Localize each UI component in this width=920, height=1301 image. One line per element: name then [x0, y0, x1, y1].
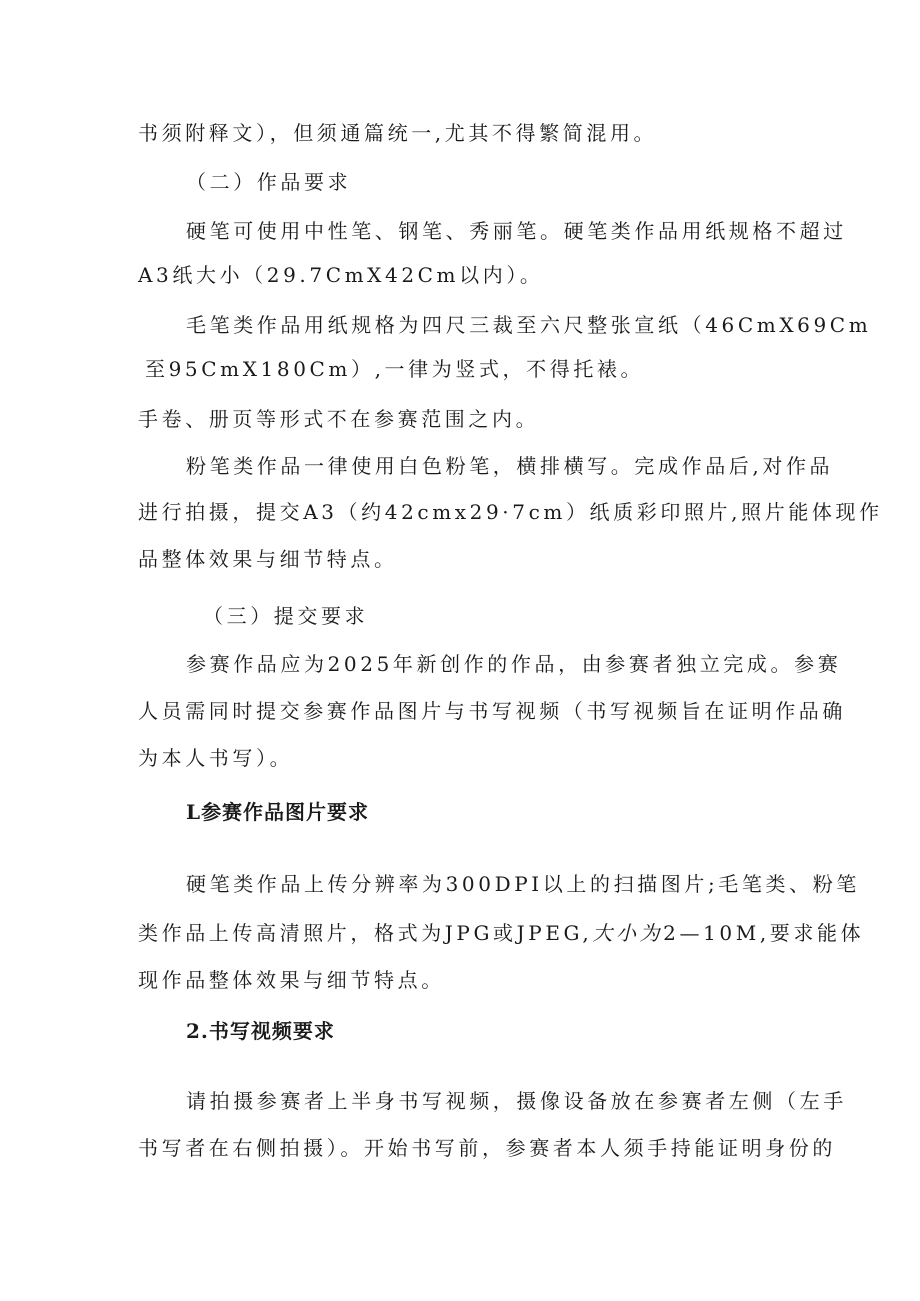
- paragraph-line: 请拍摄参赛者上半身书写视频，摄像设备放在参赛者左侧（左手: [186, 1089, 847, 1113]
- paragraph-line: 品整体效果与细节特点。: [138, 547, 398, 571]
- paragraph-line: [138, 919, 864, 947]
- paragraph-text: 2—10M,要求能体: [663, 921, 865, 945]
- section-heading-3: （三）提交要求: [203, 604, 369, 628]
- paragraph-line: 硬笔类作品上传分辨率为300DPI以上的扫描图片;毛笔类、粉笔: [186, 872, 860, 896]
- paragraph-line: 为本人书写）。: [138, 746, 294, 770]
- paragraph-line: 人员需同时提交参赛作品图片与书写视频（书写视频旨在证明作品确: [138, 699, 846, 723]
- section-heading-2: （二）作品要求: [186, 170, 352, 194]
- paragraph-line: 手卷、册页等形式不在参赛范围之内。: [138, 407, 540, 431]
- paragraph-line: 进行拍摄，提交A3（约42cmx29·7cm）纸质彩印照片,照片能体现作: [138, 500, 883, 524]
- paragraph-line: 硬笔可使用中性笔、钢笔、秀丽笔。硬笔类作品用纸规格不超过: [186, 219, 847, 243]
- paragraph-line: 书写者在右侧拍摄）。开始书写前，参赛者本人须手持能证明身份的: [138, 1136, 836, 1160]
- paragraph-line: A3纸大小（29.7CmX42Cm以内）。: [138, 263, 544, 287]
- paragraph-line: 书须附释文），但须通篇统一,尤其不得繁简混用。: [138, 121, 658, 145]
- paragraph-line: 毛笔类作品用纸规格为四尺三裁至六尺整张宣纸（46CmX69Cm: [186, 313, 872, 337]
- subsection-heading-2: 2.书写视频要求: [186, 1019, 335, 1043]
- paragraph-line: 现作品整体效果与细节特点。: [138, 968, 445, 992]
- paragraph-text: 类作品上传高清照片，格式为JPG或JPEG,: [138, 921, 593, 945]
- paragraph-line: 参赛作品应为2025年新创作的作品，由参赛者独立完成。参赛: [186, 652, 842, 676]
- subsection-heading-1: L参赛作品图片要求: [186, 800, 370, 824]
- paragraph-text-italic: 大小为: [592, 921, 664, 945]
- paragraph-line: 粉笔类作品一律使用白色粉笔，横排横写。完成作品后,对作品: [186, 454, 834, 478]
- paragraph-line: 至95CmX180Cm）,一律为竖式，不得托裱。: [145, 357, 645, 381]
